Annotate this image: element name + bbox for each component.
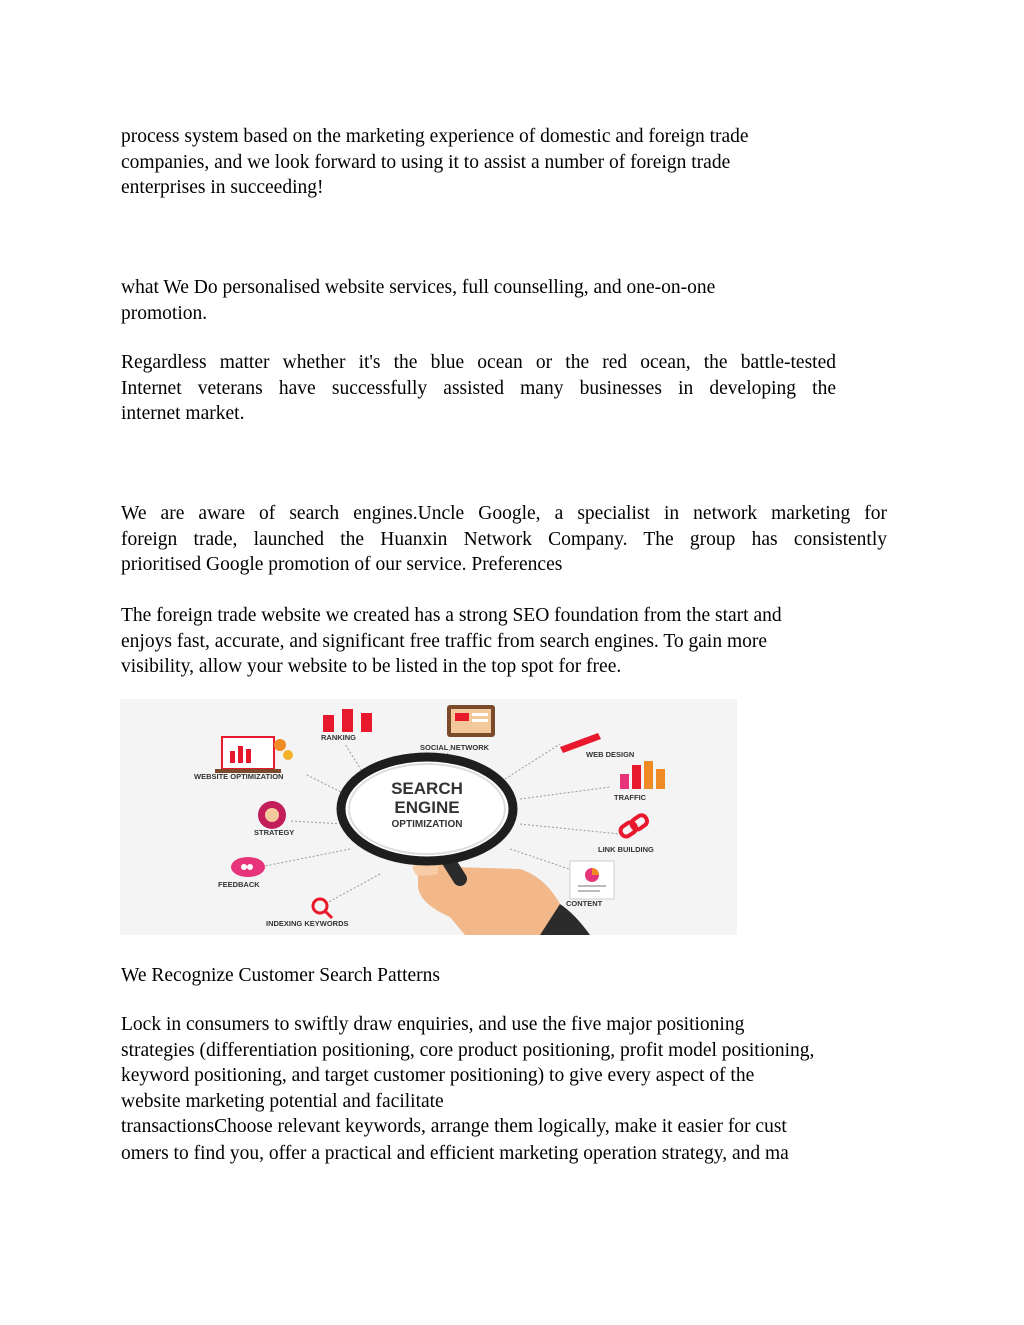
seo-illustration — [120, 699, 737, 935]
label-link-building: LINK BUILDING — [598, 845, 654, 854]
label-traffic: TRAFFIC — [614, 793, 647, 802]
strategy-icon — [258, 801, 286, 829]
text-line: We are aware of search engines.Uncle Google, a specialist in network marketing for — [121, 503, 887, 524]
label-feedback: FEEDBACK — [218, 880, 260, 889]
text-line: process system based on the marketing experience of domestic and foreign trade — [121, 126, 749, 147]
text-line: omers to find you, offer a practical and efficient marketing operation strategy, and ma — [121, 1142, 789, 1164]
paragraph-search-engines — [121, 501, 887, 578]
text-line: prioritised Google promotion of our service. Preferences — [121, 554, 563, 575]
magnifier-text-optimization: OPTIMIZATION — [391, 819, 463, 830]
paragraph-what-we-do — [121, 275, 836, 326]
label-indexing-keywords: INDEXING KEYWORDS — [266, 919, 349, 928]
label-strategy: STRATEGY — [254, 828, 295, 837]
text-line: enterprises in succeeding! — [121, 177, 324, 198]
text-line: internet market. — [121, 403, 245, 424]
label-social-network: SOCIAL NETWORK — [420, 743, 490, 752]
text-line: visibility, allow your website to be listed in the top spot for free. — [121, 656, 622, 677]
magnifier-text-engine: ENGINE — [394, 798, 460, 817]
text-line: Regardless matter whether it's the blue ocean or the red ocean, the battle-tested — [121, 352, 836, 373]
text-line: We Recognize Customer Search Patterns — [121, 965, 440, 986]
magnifier-text-search: SEARCH — [391, 779, 463, 798]
social-network-icon — [447, 705, 495, 737]
feedback-icon — [231, 857, 265, 877]
paragraph-heading-search-patterns — [121, 963, 887, 989]
content-icon — [570, 861, 614, 899]
paragraph-seo-foundation — [121, 603, 887, 680]
text-line: Internet veterans have successfully assisted many businesses in developing the — [121, 377, 836, 399]
text-line: promotion. — [121, 302, 208, 324]
label-web-design: WEB DESIGN — [586, 750, 635, 759]
label-ranking: RANKING — [321, 733, 356, 742]
text-line: companies, and we look forward to using it to assist a number of foreign trade — [121, 151, 731, 173]
text-line: what We Do personalised website services, full counselling, and one-on-one — [121, 277, 716, 298]
text-line: keyword positioning, and target customer positioning) to give every aspect of the — [121, 1065, 755, 1086]
text-line: foreign trade, launched the Huanxin Network Company. The group has consistently — [121, 528, 887, 550]
text-line: Lock in consumers to swiftly draw enquiries, and use the five major positioning — [121, 1014, 745, 1035]
text-line: enjoys fast, accurate, and significant free traffic from search engines. To gain more — [121, 630, 768, 652]
text-line: strategies (differentiation positioning, core product positioning, profit model positioning, — [121, 1039, 815, 1061]
label-website-optimization: WEBSITE OPTIMIZATION — [194, 772, 284, 781]
text-line: transactionsChoose relevant keywords, arrange them logically, make it easier for cust — [121, 1116, 787, 1137]
text-line: website marketing potential and facilitate — [121, 1090, 444, 1112]
paragraph-blue-ocean — [121, 350, 836, 427]
paragraph-intro — [121, 124, 836, 201]
paragraph-lock-in-consumers — [121, 1012, 901, 1166]
label-content: CONTENT — [566, 899, 603, 908]
text-line: The foreign trade website we created has a strong SEO foundation from the start and — [121, 605, 782, 626]
